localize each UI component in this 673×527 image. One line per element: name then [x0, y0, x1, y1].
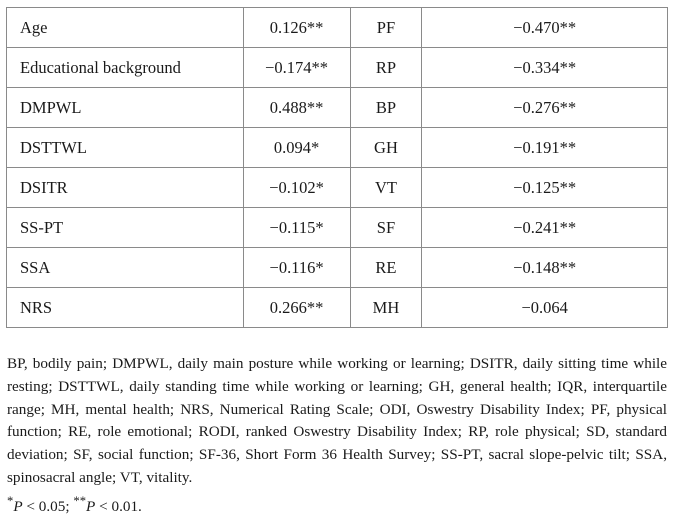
coefficient-cell: −0.241**: [422, 208, 668, 248]
coefficient-cell: −0.115*: [243, 208, 350, 248]
coefficient-cell: 0.126**: [243, 8, 350, 48]
variable-cell: SSA: [7, 248, 244, 288]
coefficient-cell: −0.276**: [422, 88, 668, 128]
table-footnote: [7, 353, 667, 519]
table-row: [7, 128, 668, 168]
sig-marker-1: *: [7, 493, 14, 508]
abbreviation-note: BP, bodily pain; DMPWL, daily main posture while working or learning; DSITR, daily sitting time while resting; DSTTWL, daily standing time while working or learning; GH, general health; IQR, interquartile range; MH, mental health; NRS, Numerical Rating Scale; ODI, Oswestry Disability Index; PF, physical function; RE, role emotional; RODI, ranked Oswestry Disability Index; RP, role physical; SD, standard deviation; SF, social function; SF-36, Short Form 36 Health Survey; SS-PT, sacral slope-pelvic tilt; SSA, spinosacral angle; VT, vitality.: [7, 355, 667, 486]
table-row: [7, 88, 668, 128]
table-row: [7, 48, 668, 88]
variable-cell: BP: [350, 88, 422, 128]
coefficient-cell: −0.148**: [422, 248, 668, 288]
coefficient-cell: −0.125**: [422, 168, 668, 208]
significance-note: [7, 490, 667, 519]
coefficient-cell: −0.174**: [243, 48, 350, 88]
variable-cell: SF: [350, 208, 422, 248]
table-body: [7, 8, 668, 328]
coefficient-cell: 0.094*: [243, 128, 350, 168]
variable-cell: Age: [7, 8, 244, 48]
variable-cell: PF: [350, 8, 422, 48]
coefficient-cell: −0.470**: [422, 8, 668, 48]
variable-cell: VT: [350, 168, 422, 208]
variable-cell: SS-PT: [7, 208, 244, 248]
coefficient-cell: −0.191**: [422, 128, 668, 168]
coefficient-cell: 0.488**: [243, 88, 350, 128]
table-row: [7, 168, 668, 208]
table-row: [7, 208, 668, 248]
variable-cell: RP: [350, 48, 422, 88]
variable-cell: DMPWL: [7, 88, 244, 128]
coefficient-cell: −0.116*: [243, 248, 350, 288]
variable-cell: Educational background: [7, 48, 244, 88]
table-row: [7, 8, 668, 48]
table-row: [7, 248, 668, 288]
coefficient-cell: −0.334**: [422, 48, 668, 88]
coefficient-cell: −0.102*: [243, 168, 350, 208]
variable-cell: GH: [350, 128, 422, 168]
variable-cell: DSITR: [7, 168, 244, 208]
variable-cell: NRS: [7, 288, 244, 328]
correlation-table: [6, 7, 668, 328]
sig-threshold-2: < 0.01.: [95, 497, 142, 515]
coefficient-cell: −0.064: [422, 288, 668, 328]
p-symbol: P: [13, 497, 23, 515]
p-symbol: P: [86, 497, 96, 515]
sig-threshold-1: < 0.05;: [22, 497, 74, 515]
coefficient-cell: 0.266**: [243, 288, 350, 328]
table-row: [7, 288, 668, 328]
variable-cell: DSTTWL: [7, 128, 244, 168]
variable-cell: MH: [350, 288, 422, 328]
variable-cell: RE: [350, 248, 422, 288]
sig-marker-2: **: [73, 493, 87, 508]
